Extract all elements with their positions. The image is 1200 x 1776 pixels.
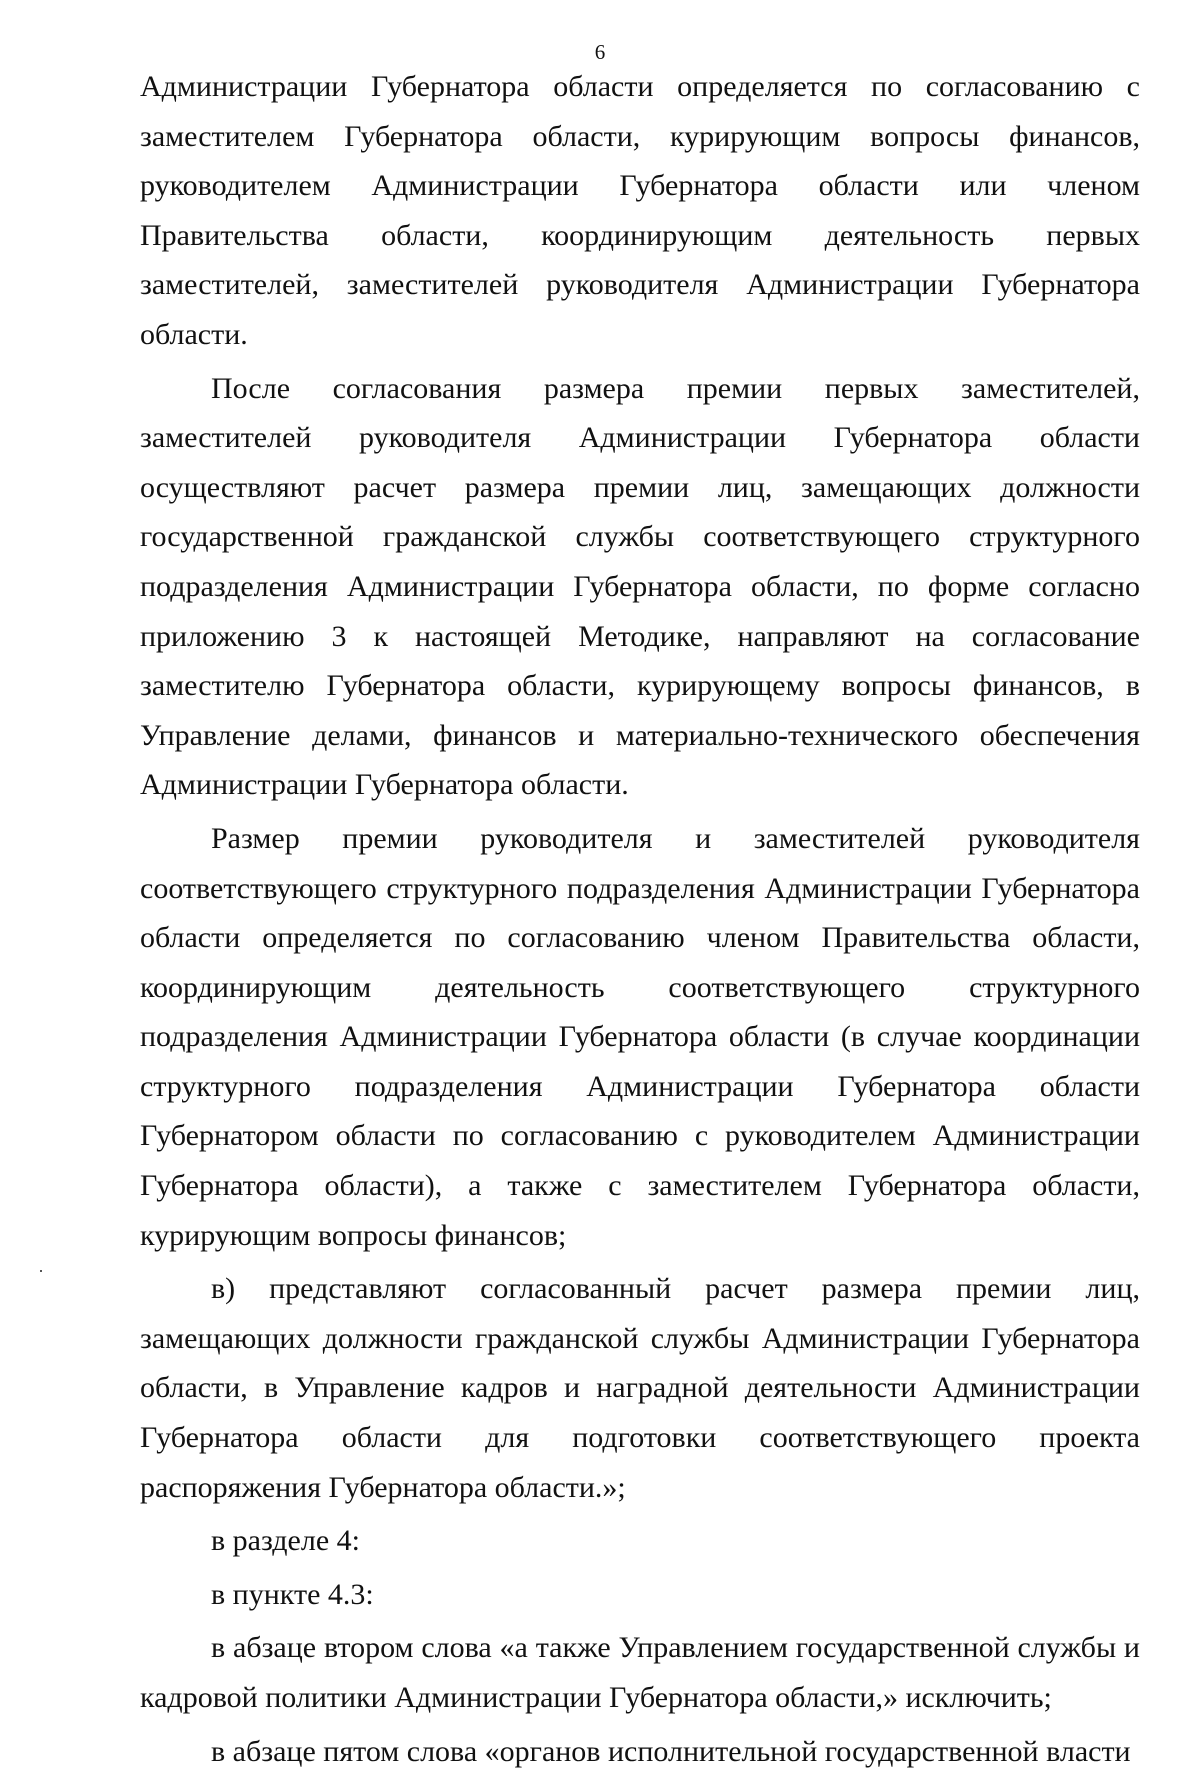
paragraph: в) представляют согласованный расчет размера премии лиц, замещающих должности гражданской службы Администрации Губернатора области, в Управление кадров и наградной деятельности Администрации Губернатора области для подготовки соответствующего проекта распоряжения Губернатора области.»; — [140, 1272, 1140, 1504]
paragraph: в разделе 4: — [211, 1524, 360, 1558]
paragraph: в абзаце пятом слова «органов исполнительной государственной власти — [211, 1734, 1131, 1768]
document-body — [140, 62, 1140, 1776]
paragraph: в пункте 4.3: — [211, 1577, 374, 1611]
paragraph: Администрации Губернатора области определяется по согласованию с заместителем Губернатора области, курирующим вопросы финансов, руководителем Администрации Губернатора области или членом Правительства области, координирующим деятельность первых заместителей, заместителей руководителя Администрации Губернатора области. — [140, 70, 1140, 351]
scan-speck — [40, 1270, 42, 1272]
paragraph: Размер премии руководителя и заместителей руководителя соответствующего структурного подразделения Администрации Губернатора области определяется по согласованию членом Правительства области, координирующим деятельность соответствующего структурного подразделения Администрации Губернатора области (в случае координации структурного подразделения Администрации Губернатора области Губернатором области по согласованию с руководителем Администрации Губернатора области), а также с заместителем Губернатора области, курирующим вопросы финансов; — [140, 821, 1140, 1252]
paragraph: в абзаце втором слова «а также Управлением государственной службы и кадровой политики Администрации Губернатора области,» исключить; — [140, 1631, 1140, 1714]
paragraph: После согласования размера премии первых заместителей, заместителей руководителя Администрации Губернатора области осуществляют расчет размера премии лиц, замещающих должности государственной гражданской службы соответствующего структурного подразделения Администрации Губернатора области, по форме согласно приложению 3 к настоящей Методике, направляют на согласование заместителю Губернатора области, курирующему вопросы финансов, в Управление делами, финансов и материально-технического обеспечения Администрации Губернатора области. — [140, 371, 1140, 802]
page-number: 6 — [594, 40, 606, 64]
